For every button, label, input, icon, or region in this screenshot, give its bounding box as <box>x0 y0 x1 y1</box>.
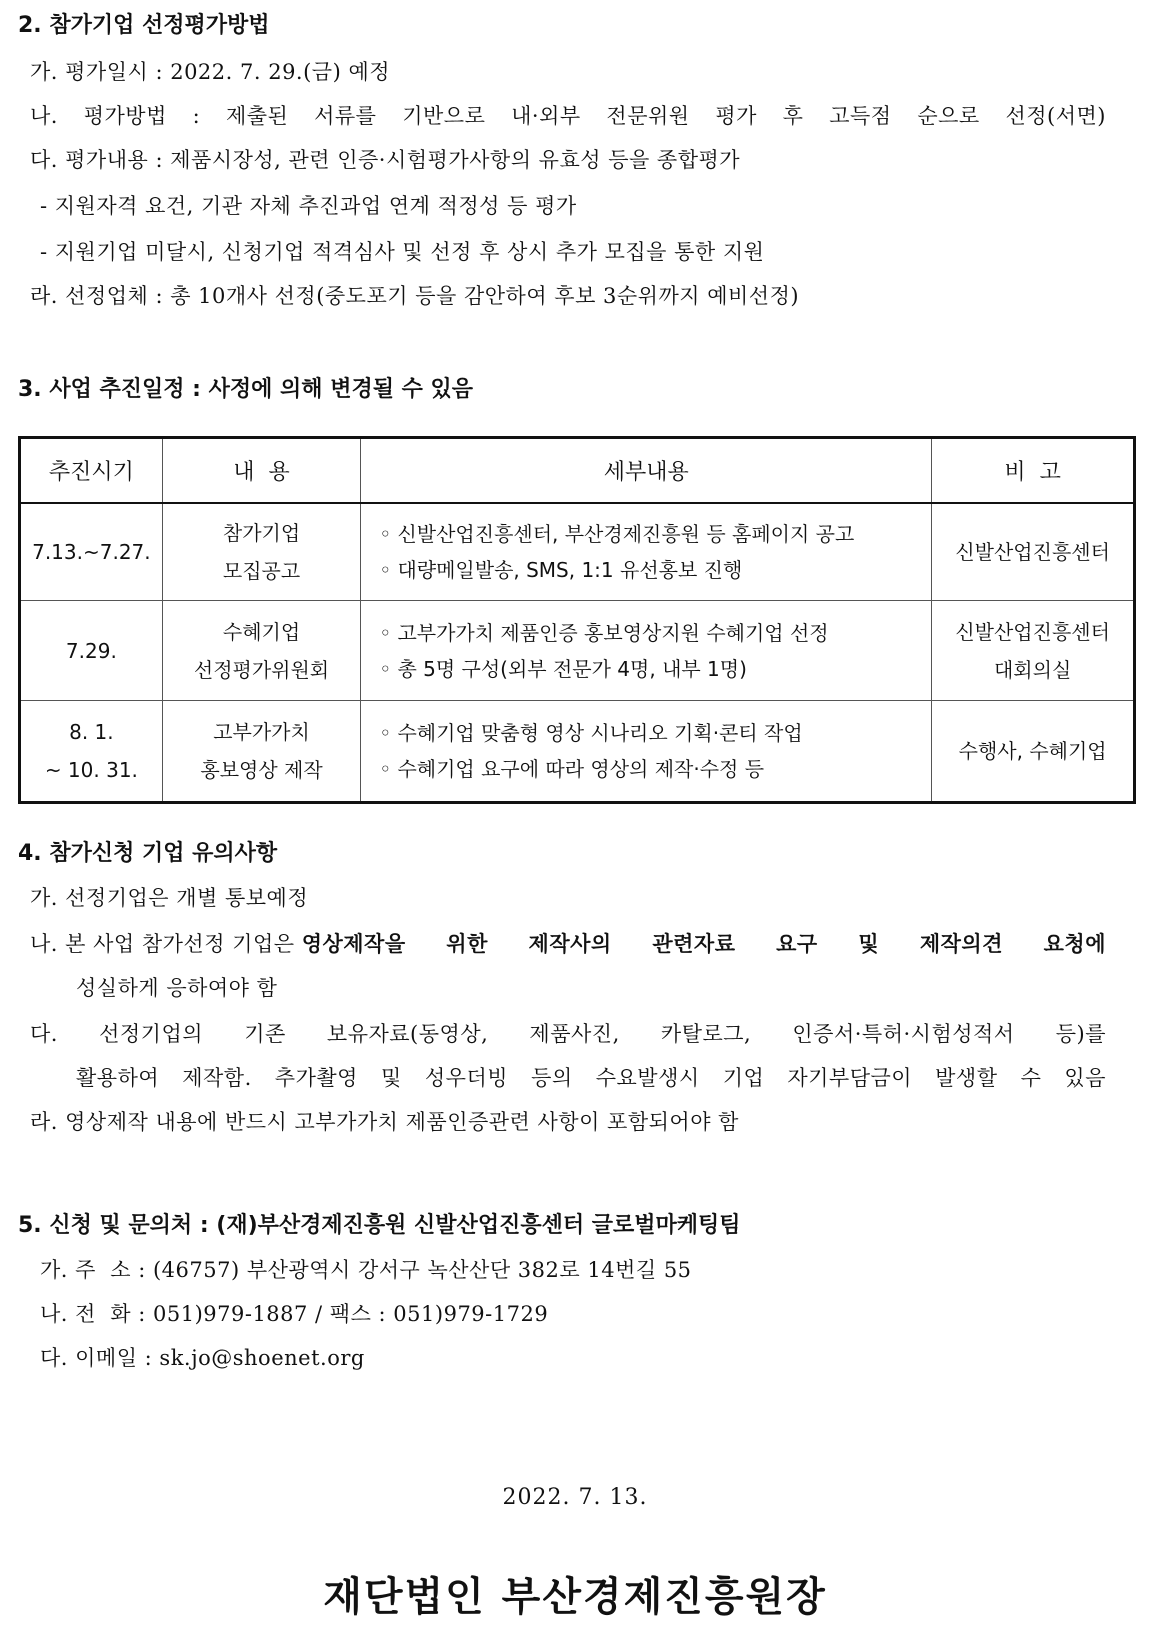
section-2-title: 2. 참가기업 선정평가방법 <box>18 13 270 38</box>
sec2-item-da-sub1: - 지원자격 요건, 기관 자체 추진과업 연계 적정성 등 평가 <box>40 194 577 218</box>
document-date: 2022. 7. 13. <box>502 1485 648 1510</box>
sec2-item-ga: 가. 평가일시 : 2022. 7. 29.(금) 예정 <box>30 60 391 84</box>
header-content: 내 용 <box>162 438 361 504</box>
header-period: 추진시기 <box>20 438 163 504</box>
sec2-item-ra: 라. 선정업체 : 총 10개사 선정(중도포기 등을 감안하여 후보 3순위까지 예비선정) <box>30 284 800 308</box>
sec4-item-ra: 라. 영상제작 내용에 반드시 고부가가치 제품인증관련 사항이 포함되어야 함 <box>30 1110 739 1134</box>
header-note: 비 고 <box>932 438 1135 504</box>
contact-phone: 나. 전 화 : 051)979-1887 / 팩스 : 051)979-1729 <box>40 1302 549 1326</box>
sec4-item-da-cont: 활용하여 제작함. 추가촬영 및 성우더빙 등의 수요발생시 기업 자기부담금이 발생할 수 있음 <box>76 1066 1106 1090</box>
table-header-row <box>20 438 1135 504</box>
sec4-item-ga: 가. 선정기업은 개별 통보예정 <box>30 886 309 910</box>
contact-address: 가. 주 소 : (46757) 부산광역시 강서구 녹산산단 382로 14번길 55 <box>40 1258 692 1282</box>
row-period: 8. 1. ~ 10. 31. <box>20 701 163 803</box>
row-note: 신발산업진흥센터 대회의실 <box>932 601 1135 701</box>
section-5-title: 5. 신청 및 문의처 : (재)부산경제진흥원 신발산업진흥센터 글로벌마케팅팀 <box>18 1213 741 1238</box>
issuer-signature: 재단법인 부산경제진흥원장 <box>323 1574 827 1620</box>
schedule-table <box>18 436 1136 804</box>
row-period: 7.29. <box>20 601 163 701</box>
row-details: ◦ 신발산업진흥센터, 부산경제진흥원 등 홈페이지 공고 ◦ 대량메일발송, SMS, 1:1 유선홍보 진행 <box>361 503 932 601</box>
row-note: 수행사, 수혜기업 <box>932 701 1135 803</box>
sec2-item-na: 나. 평가방법 : 제출된 서류를 기반으로 내·외부 전문위원 평가 후 고득점 순으로 선정(서면) <box>30 104 1106 128</box>
row-details: ◦ 고부가가치 제품인증 홍보영상지원 수혜기업 선정 ◦ 총 5명 구성(외부 전문가 4명, 내부 1명) <box>361 601 932 701</box>
section-4-title: 4. 참가신청 기업 유의사항 <box>18 841 278 866</box>
contact-email: 다. 이메일 : sk.jo@shoenet.org <box>40 1346 365 1370</box>
sec4-item-da: 다. 선정기업의 기존 보유자료(동영상, 제품사진, 카탈로그, 인증서·특허·시험성적서 등)를 <box>30 1022 1106 1046</box>
sec4-na-emphasis: 영상제작을 위한 제작사의 관련자료 요구 및 제작의견 요청에 <box>301 932 1106 956</box>
row-content: 수혜기업 선정평가위원회 <box>162 601 361 701</box>
sec2-item-da: 다. 평가내용 : 제품시장성, 관련 인증·시험평가사항의 유효성 등을 종합평가 <box>30 148 741 172</box>
table-row <box>20 601 1135 701</box>
row-period: 7.13.~7.27. <box>20 503 163 601</box>
table-row <box>20 503 1135 601</box>
row-details: ◦ 수혜기업 맞춤형 영상 시나리오 기획·콘티 작업 ◦ 수혜기업 요구에 따라 영상의 제작·수정 등 <box>361 701 932 803</box>
sec4-item-na <box>30 928 1106 958</box>
table-row <box>20 701 1135 803</box>
sec4-item-na-cont: 성실하게 응하여야 함 <box>76 976 278 1000</box>
section-3-title: 3. 사업 추진일정 : 사정에 의해 변경될 수 있음 <box>18 377 474 402</box>
row-note: 신발산업진흥센터 <box>932 503 1135 601</box>
sec2-item-da-sub2: - 지원기업 미달시, 신청기업 적격심사 및 선정 후 상시 추가 모집을 통한 지원 <box>40 240 765 264</box>
header-details: 세부내용 <box>361 438 932 504</box>
row-content: 참가기업 모집공고 <box>162 503 361 601</box>
sec4-na-prefix: 나. 본 사업 참가선정 기업은 <box>30 932 302 956</box>
row-content: 고부가가치 홍보영상 제작 <box>162 701 361 803</box>
